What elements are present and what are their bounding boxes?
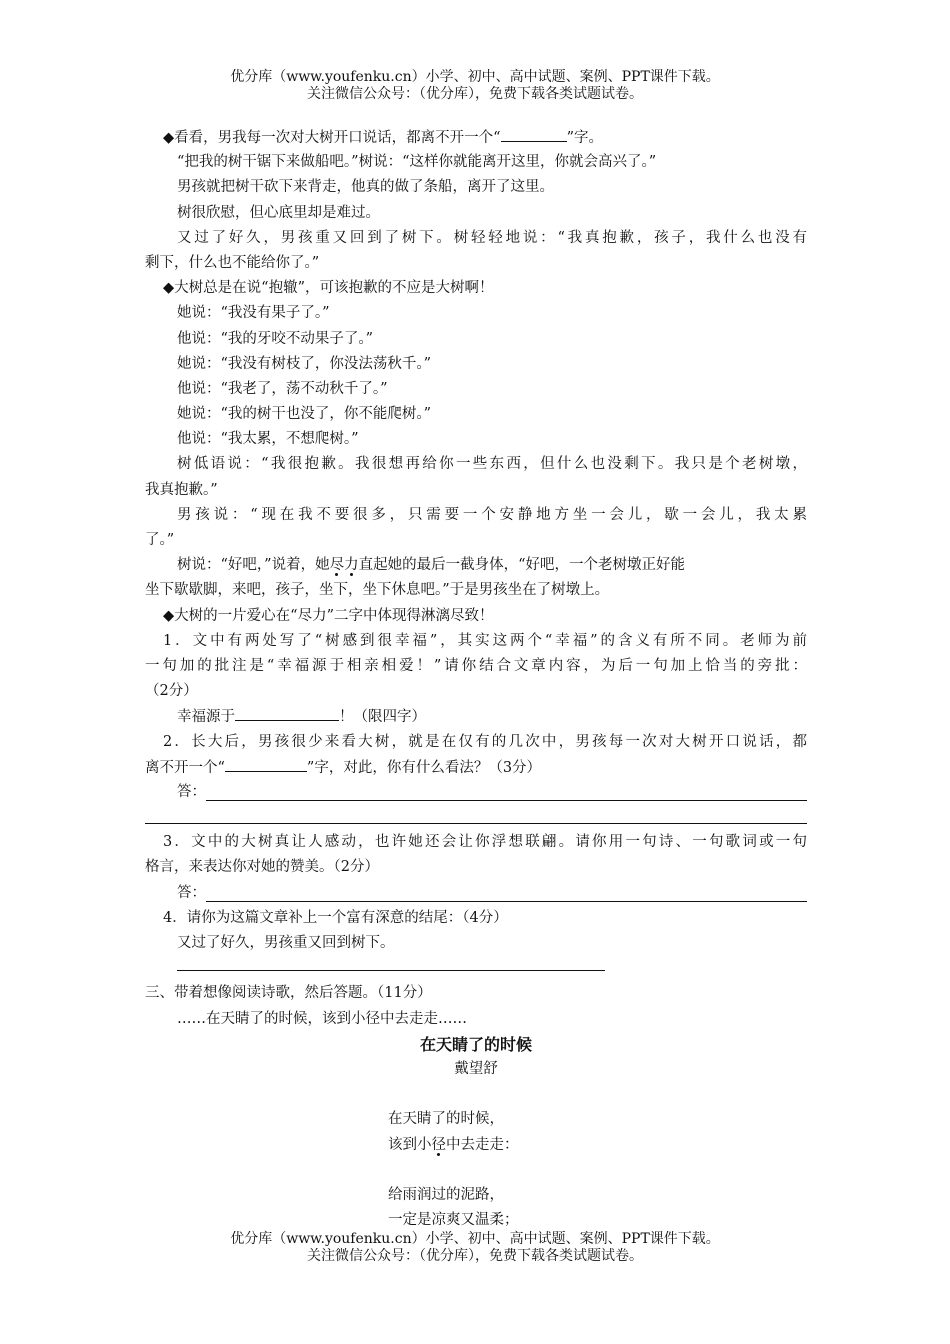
passage-note-3: ◆大树的一片爱心在“尽力”二字中体现得淋漓尽致！ [163,607,494,624]
answer-suffix: ！（限四字） [339,709,426,726]
text-run: ”字，对此，你有什么看法？（3分） [306,759,542,776]
question-1-cont: 一句加的批注是“幸福源于相亲相爱！”请你结合文章内容，为后一句加上恰当的旁批： [145,657,807,674]
question-3: 3．文中的大树真让人感动，也许她还会让你浮想联翩。请你用一句诗、一句歌词或一句 [163,834,807,851]
footer-line-1: 优分库（www.youfenku.cn）小学、初中、高中试题、案例、PPT课件下载。 [230,1231,720,1247]
passage-paragraph: 树低语说：“我很抱歉。我很想再给你一些东西，但什么也没剩下。我只是个老树墩， [177,456,807,473]
passage-paragraph-cont: 了。” [145,532,175,548]
header-line-1: 优分库（www.youfenku.cn）小学、初中、高中试题、案例、PPT课件下载。 [230,69,720,85]
text-run: 树说：“好吧，”说着，她 [177,557,330,574]
note-text-end: ”字。 [566,130,603,146]
answer-line[interactable] [177,969,605,971]
dialogue-line: 她说：“我没有树枝了，你没法荡秋千。” [177,355,432,372]
passage-paragraph: 男孩说：“现在我不要很多，只需要一个安静地方坐一会儿，歇一会儿，我太累 [177,506,807,523]
blank-line [225,755,307,772]
answer-label: 答： [177,884,206,901]
answer-line-row [145,956,807,981]
answer-prefix: 幸福源于 [177,709,235,726]
passage-paragraph-cont: 坐下歇歇脚，来吧，孩子，坐下，坐下休息吧。”于是男孩坐在了树墩上。 [145,582,610,599]
text-run: 该到小 [388,1136,432,1153]
question-2-cont [145,755,807,780]
poem-line [145,1133,807,1158]
dialogue-line: 他说：“我太累，不想爬树。” [177,431,359,448]
header-line-2: 关注微信公众号：（优分库），免费下载各类试题试卷。 [307,86,643,102]
emphasis-char: 尽 [329,557,345,574]
emphasis-char: 力 [344,557,359,574]
question-1: 1．文中有两处写了“树感到很幸福”，其实这两个“幸福”的含义有所不同。老师为前 [163,632,807,649]
poem-line: 在天睛了的时候， [388,1111,504,1128]
poem-line: 一定是凉爽又温柔； [388,1212,519,1229]
question-4: 4．请你为这篇文章补上一个富有深意的结尾：（4分） [163,909,508,926]
question-1-score: （2分） [145,683,198,700]
text-run: 离不开一个“ [145,759,225,776]
answer-label: 答： [177,783,206,800]
passage-paragraph [145,553,807,578]
blank-row [145,1158,807,1183]
page-header [0,69,950,103]
document-body [145,125,807,1233]
answer-line[interactable] [145,822,807,824]
page-footer [0,1231,950,1265]
note-text: ◆看看，男我每一次对大树开口说话，都离不开一个“ [163,130,501,146]
question-2-answer [145,780,807,805]
answer-line[interactable] [206,784,807,801]
question-4-start: 又过了好久，男孩重又回到树下。 [177,935,395,951]
blank-row [145,1082,807,1107]
emphasis-char: 径 [431,1136,446,1153]
poem-title: 在天睛了的时候 [419,1034,532,1054]
poem-author: 戴望舒 [454,1060,498,1077]
dialogue-line: 他说：“我老了，荡不动秋千了。” [177,380,388,397]
dialogue-line: 她说：“我没有果子了。” [177,305,330,322]
question-3-cont: 格言，来表达你对她的赞美。（2分） [145,859,379,876]
passage-paragraph-cont: 我真抱歉。” [145,481,218,498]
question-2: 2．长大后，男孩很少来看大树，就是在仅有的几次中，男孩每一次对大树开口说话，都 [163,733,807,750]
footer-line-2: 关注微信公众号：（优分库），免费下载各类试题试卷。 [307,1248,643,1264]
question-3-answer [145,881,807,906]
passage-paragraph-cont: 剩下，什么也不能给你了。” [145,254,320,271]
poem-intro: ……在天睛了的时候，该到小径中去走走…… [177,1010,467,1027]
dialogue-line: 他说：“我的牙咬不动果子了。” [177,330,374,347]
section-3-heading: 三、带着想像阅读诗歌，然后答题。（11分） [145,985,432,1002]
passage-paragraph: 男孩就把树干砍下来背走，他真的做了条船，离开了这里。 [177,179,554,196]
text-run: 中去走走： [446,1136,519,1153]
answer-line[interactable] [206,885,807,902]
passage-note-2: ◆大树总是在说“抱辙”，可该抱歉的不应是大树啊！ [163,280,494,297]
question-1-answer [145,704,807,729]
answer-blank[interactable] [235,704,339,721]
answer-line-row [145,805,807,830]
dialogue-line: 她说：“我的树干也没了，你不能爬树。” [177,406,432,423]
passage-note-1 [145,125,807,150]
poem-line: 给雨润过的泥路， [388,1186,504,1203]
text-run: 直起她的最后一截身体，“好吧，一个老树墩正好能 [358,557,685,574]
passage-paragraph: 树很欣慰，但心底里却是难过。 [177,204,380,221]
blank-line [501,125,567,142]
passage-paragraph: 又过了好久，男孩重又回到了树下。树轻轻地说：“我真抱歉，孩子，我什么也没有 [177,229,807,246]
passage-paragraph: “把我的树干锯下来做船吧。”树说：“这样你就能离开这里，你就会高兴了。” [177,154,657,171]
